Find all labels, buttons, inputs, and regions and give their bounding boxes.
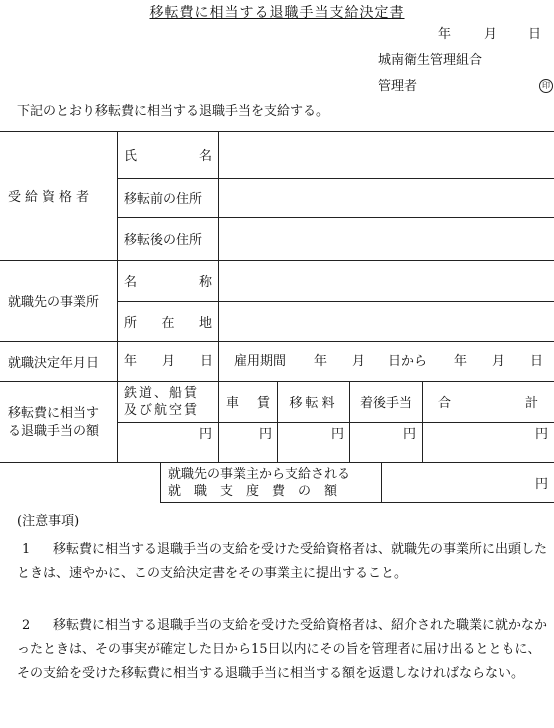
- workplace-location-field[interactable]: [222, 302, 552, 340]
- notes-heading: (注意事項): [17, 514, 80, 529]
- employer-paid-label-line-1: 就職先の事業主から支給される: [168, 467, 351, 482]
- amount-label: [8, 405, 99, 441]
- move-amount-field[interactable]: [278, 422, 344, 442]
- period-end-year: 年: [454, 354, 468, 369]
- col-total-header: [438, 381, 538, 422]
- workplace-location-label: [124, 301, 212, 341]
- decision-day: 日: [200, 354, 214, 369]
- employer-paid-field[interactable]: [382, 463, 548, 502]
- yen-unit: 円: [330, 426, 344, 442]
- col-car-header-a: 車: [226, 396, 240, 411]
- workplace-name-label-a: 名: [124, 275, 138, 290]
- decision-year: 年: [124, 354, 138, 369]
- workplace-label: 就職先の事業所: [8, 295, 100, 310]
- note-1-text: 移転費に相当する退職手当の支給を受けた受給資格者は、就職先の事業所に出頭したときは、速やかに、この支給決定書をその事業主に提出すること。: [17, 542, 548, 581]
- grid-line: [160, 502, 554, 503]
- yen-unit: 円: [198, 426, 212, 442]
- document-title: 移転費に相当する退職手当支給決定書: [149, 5, 405, 21]
- workplace-location-label-b: 在: [161, 315, 175, 331]
- organization-name: 城南衛生管理組合: [378, 53, 483, 68]
- name-field[interactable]: [222, 132, 552, 177]
- col-rail-header: [124, 385, 199, 419]
- amount-label-line-1: 移転費に相当す: [8, 406, 100, 421]
- col-car-header: [226, 381, 270, 422]
- seal-mark: 印: [539, 79, 553, 93]
- intro-text: 下記のとおり移転費に相当する退職手当を支給する。: [17, 104, 330, 119]
- name-label-b: 名: [198, 149, 212, 164]
- workplace-name-field[interactable]: [222, 261, 552, 300]
- date-month-label: 月: [484, 27, 498, 42]
- col-total-header-b: 計: [524, 396, 538, 411]
- decision-date-label: 就職決定年月日: [8, 355, 100, 371]
- decision-month: 月: [162, 354, 176, 369]
- rail-amount-field[interactable]: [118, 422, 212, 442]
- total-amount-field[interactable]: [423, 422, 548, 442]
- address-before-label: 移転前の住所: [124, 192, 203, 207]
- arrival-amount-field[interactable]: [350, 422, 416, 442]
- col-car-header-b: 賃: [256, 396, 270, 411]
- note-2-number: 2: [22, 618, 31, 633]
- period-end-day: 日: [530, 354, 544, 369]
- grid-line: [117, 131, 118, 462]
- period-year: 年: [314, 354, 328, 369]
- employer-paid-label: [168, 466, 350, 500]
- address-after-field[interactable]: [222, 218, 552, 259]
- date-year-label: 年: [438, 27, 452, 42]
- car-amount-field[interactable]: [219, 422, 272, 442]
- yen-unit: 円: [258, 426, 272, 442]
- period-end-month: 月: [492, 354, 506, 369]
- yen-unit: 円: [402, 426, 416, 442]
- yen-unit: 円: [534, 477, 548, 492]
- col-total-header-a: 合: [438, 396, 452, 411]
- name-label: [124, 131, 212, 178]
- amount-label-line-2: る退職手当の額: [8, 424, 100, 439]
- workplace-name-label-b: 称: [198, 275, 212, 290]
- col-rail-header-line-2: 及び航空賃: [124, 403, 200, 418]
- workplace-name-label: [124, 260, 212, 301]
- manager-label: 管理者: [378, 79, 418, 94]
- period-from: 日から: [388, 354, 428, 369]
- note-2-text: 移転費に相当する退職手当の支給を受けた受給資格者は、紹介された職業に就かなかったときは、その事実が確定した日から15日以内にその旨を管理者に届け出るとともに、その支給を受けた移転費に相当する退職手当に相当する額を返還しなければならない。: [17, 618, 548, 681]
- workplace-location-label-a: 所: [124, 315, 138, 331]
- note-1-number: 1: [22, 542, 31, 557]
- address-after-label: 移転後の住所: [124, 233, 203, 248]
- col-move-header: 移転料: [289, 396, 338, 411]
- grid-line: [160, 462, 161, 503]
- col-arrival-header: 着後手当: [359, 396, 412, 411]
- col-rail-header-line-1: 鉄道、船賃: [124, 386, 200, 401]
- workplace-location-label-c: 地: [198, 315, 212, 331]
- name-label-a: 氏: [124, 149, 138, 164]
- employer-paid-label-line-2: 就職支度費の額: [168, 484, 351, 499]
- recipient-label-text: 受給資格者: [8, 190, 94, 205]
- date-day-label: 日: [528, 27, 542, 42]
- period-month: 月: [352, 354, 366, 369]
- grid-line: [218, 131, 219, 381]
- employment-period-label: 雇用期間: [234, 354, 287, 369]
- yen-unit: 円: [534, 426, 548, 442]
- address-before-field[interactable]: [222, 179, 552, 216]
- recipient-label: [8, 131, 108, 260]
